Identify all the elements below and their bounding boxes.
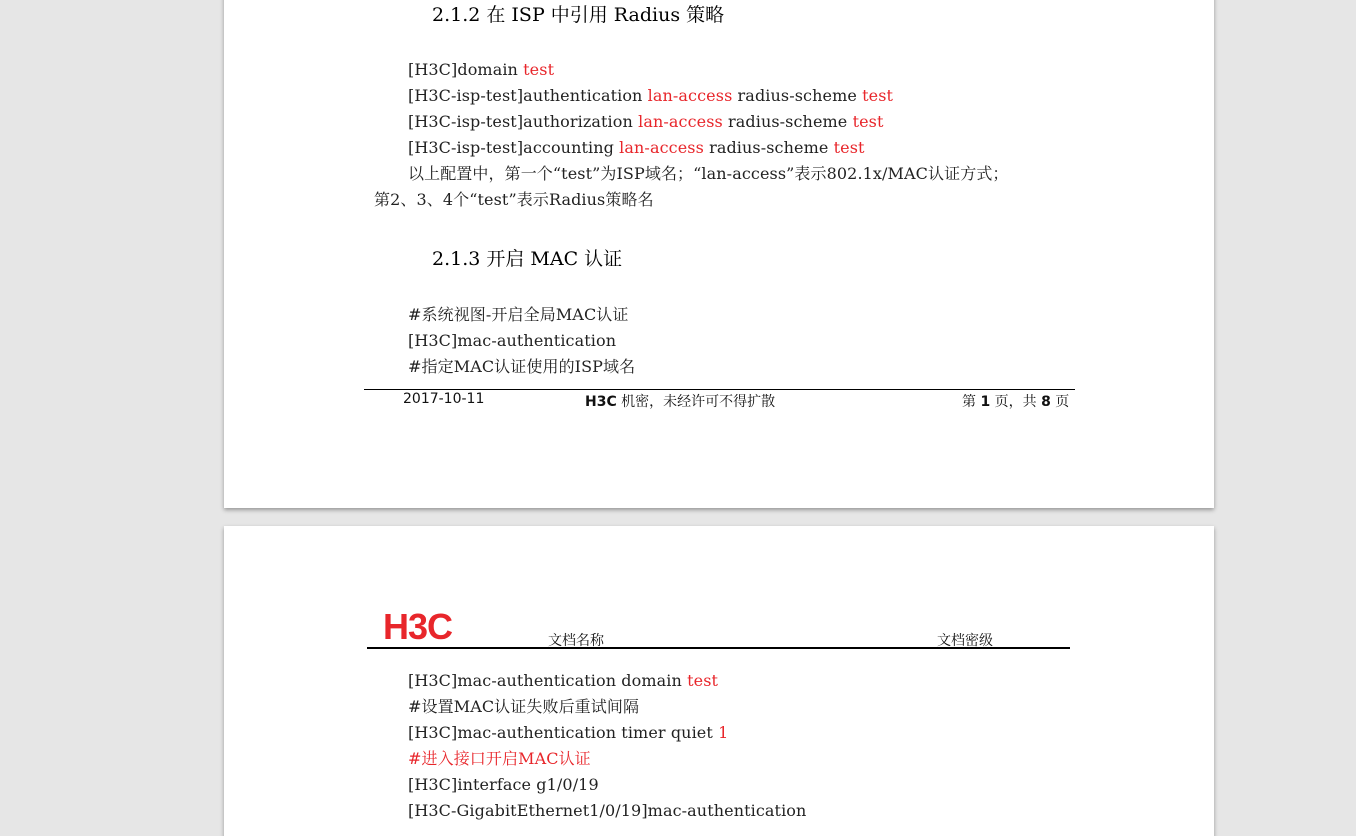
h3c-logo xyxy=(383,610,499,642)
header-divider xyxy=(367,647,1070,649)
section-heading-2-1-3: 2.1.3 开启 MAC 认证 xyxy=(432,248,623,270)
command-line-authorization: [H3C-isp-test]authorization lan-access radius-scheme test xyxy=(408,112,884,131)
footer-confidential: H3C 机密，未经许可不得扩散 xyxy=(585,394,776,410)
comment-retry-interval: #设置MAC认证失败后重试间隔 xyxy=(408,697,640,716)
section-heading-2-1-2: 2.1.2 在 ISP 中引用 Radius 策略 xyxy=(432,4,725,26)
document-page-2 xyxy=(224,526,1214,836)
config-note-line-1: 以上配置中，第一个“test”为ISP域名；“lan-access”表示802.1x/MAC认证方式； xyxy=(408,164,1009,183)
footer-divider xyxy=(364,389,1075,390)
footer-page-number: 第 1 页，共 8 页 xyxy=(962,394,1070,410)
svg-text:H3C: H3C xyxy=(383,610,453,642)
command-line-mac-authentication: [H3C]mac-authentication xyxy=(408,331,617,350)
command-line-interface: [H3C]interface g1/0/19 xyxy=(408,775,599,794)
command-line-timer-quiet: [H3C]mac-authentication timer quiet 1 xyxy=(408,723,729,742)
header-document-name: 文档名称 xyxy=(548,633,604,649)
config-note-line-2: 第2、3、4个“test”表示Radius策略名 xyxy=(374,190,654,209)
comment-enter-interface: #进入接口开启MAC认证 xyxy=(408,749,591,768)
comment-global-mac-auth: #系统视图-开启全局MAC认证 xyxy=(408,305,629,324)
command-line-domain: [H3C]domain test xyxy=(408,60,555,79)
command-line-authentication: [H3C-isp-test]authentication lan-access radius-scheme test xyxy=(408,86,894,105)
document-page-1 xyxy=(224,0,1214,508)
command-line-interface-mac-auth: [H3C-GigabitEthernet1/0/19]mac-authentication xyxy=(408,801,807,820)
footer-date: 2017-10-11 xyxy=(403,391,485,407)
command-line-mac-auth-domain: [H3C]mac-authentication domain test xyxy=(408,671,719,690)
header-document-classification: 文档密级 xyxy=(937,633,993,649)
comment-isp-domain: #指定MAC认证使用的ISP域名 xyxy=(408,357,636,376)
command-line-accounting: [H3C-isp-test]accounting lan-access radius-scheme test xyxy=(408,138,865,157)
